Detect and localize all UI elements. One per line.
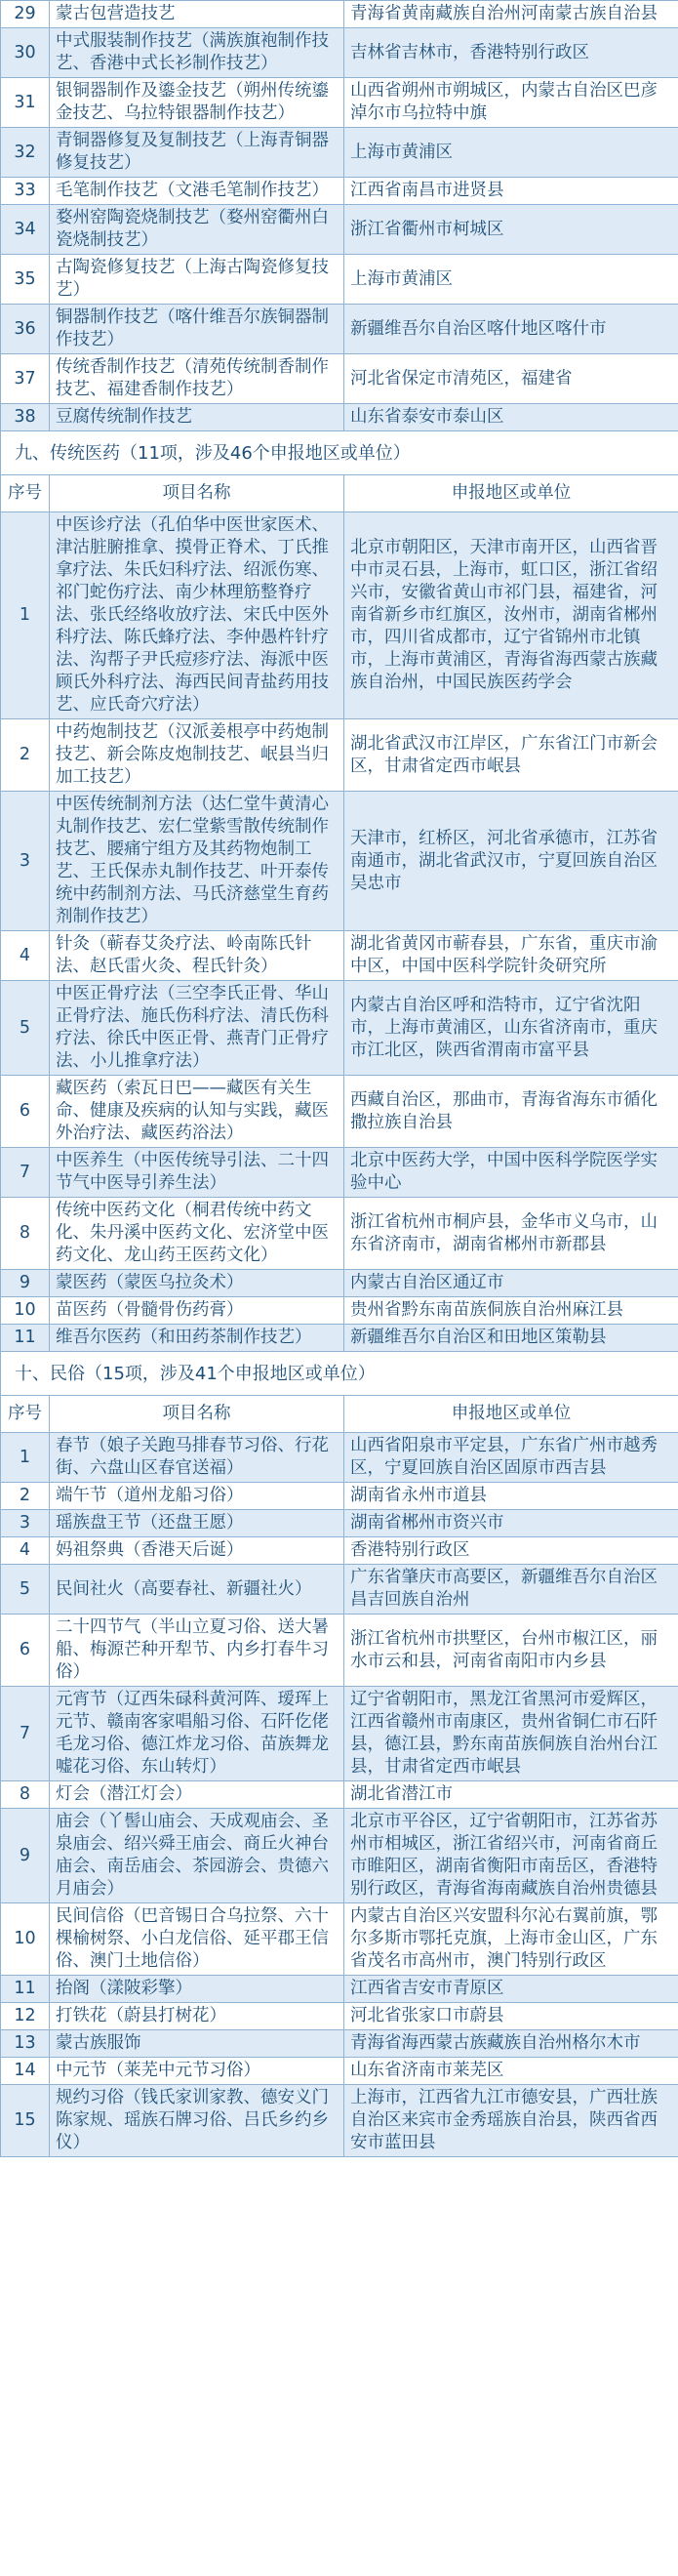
table-row xyxy=(1,1483,678,1510)
item-name: 民间信俗（巴音锡日合乌拉祭、六十棵榆树祭、小白龙信俗、延平郡王信俗、澳门土地信俗） xyxy=(50,1903,344,1976)
table-row xyxy=(1,205,678,255)
region-name: 山西省阳泉市平定县，广东省广州市越秀区，宁夏回族自治区固原市西吉县 xyxy=(344,1433,678,1483)
col-header-no: 序号 xyxy=(1,475,50,512)
region-name: 浙江省衢州市柯城区 xyxy=(344,205,678,255)
row-number: 3 xyxy=(1,1510,50,1537)
table-row xyxy=(1,1148,678,1198)
row-number: 7 xyxy=(1,1148,50,1198)
region-name: 上海市黄浦区 xyxy=(344,255,678,305)
region-name: 西藏自治区，那曲市，青海省海东市循化撒拉族自治县 xyxy=(344,1076,678,1148)
row-number: 37 xyxy=(1,354,50,404)
table-row xyxy=(1,1325,678,1352)
section-folklore xyxy=(1,1352,678,1433)
row-number: 3 xyxy=(1,792,50,931)
table-row xyxy=(1,305,678,354)
row-number: 12 xyxy=(1,2003,50,2030)
table-row xyxy=(1,28,678,78)
table-row xyxy=(1,1903,678,1976)
row-number: 4 xyxy=(1,1537,50,1565)
item-name: 传统香制作技艺（清苑传统制香制作技艺、福建香制作技艺） xyxy=(50,354,344,404)
region-name: 河北省保定市清苑区，福建省 xyxy=(344,354,678,404)
region-name: 青海省海西蒙古族藏族自治州格尔木市 xyxy=(344,2030,678,2058)
section-crafts-continued xyxy=(1,1,678,431)
region-name: 辽宁省朝阳市，黑龙江省黑河市爱辉区，江西省赣州市南康区，贵州省铜仁市石阡县，德江县，黔东南苗族侗族自治州台江县，甘肃省定西市岷县 xyxy=(344,1687,678,1781)
table-row xyxy=(1,1615,678,1687)
table-row xyxy=(1,2003,678,2030)
region-name: 香港特别行政区 xyxy=(344,1537,678,1565)
table-row xyxy=(1,1976,678,2003)
table-row xyxy=(1,2085,678,2157)
row-number: 8 xyxy=(1,1198,50,1270)
region-name: 内蒙古自治区呼和浩特市，辽宁省沈阳市，上海市黄浦区，山东省济南市，重庆市江北区，陕西省渭南市富平县 xyxy=(344,981,678,1076)
table-row xyxy=(1,931,678,981)
row-number: 29 xyxy=(1,1,50,28)
item-name: 庙会（丫髻山庙会、天成观庙会、圣泉庙会、绍兴舜王庙会、商丘火神台庙会、南岳庙会、茶园游会、贵德六月庙会） xyxy=(50,1809,344,1903)
row-number: 34 xyxy=(1,205,50,255)
table-row xyxy=(1,1687,678,1781)
region-name: 浙江省杭州市拱墅区，台州市椒江区，丽水市云和县，河南省南阳市内乡县 xyxy=(344,1615,678,1687)
row-number: 14 xyxy=(1,2058,50,2085)
item-name: 中医正骨疗法（三空李氏正骨、华山正骨疗法、施氏伤科疗法、清氏伤科疗法、徐氏中医正骨、燕青门正骨疗法、小儿推拿疗法） xyxy=(50,981,344,1076)
row-number: 35 xyxy=(1,255,50,305)
row-number: 38 xyxy=(1,404,50,431)
table-row xyxy=(1,1565,678,1615)
table-row xyxy=(1,354,678,404)
region-name: 吉林省吉林市，香港特别行政区 xyxy=(344,28,678,78)
row-number: 8 xyxy=(1,1781,50,1809)
region-name: 贵州省黔东南苗族侗族自治州麻江县 xyxy=(344,1297,678,1325)
item-name: 春节（娘子关跑马排春节习俗、行花街、六盘山区春官送福） xyxy=(50,1433,344,1483)
table-row xyxy=(1,178,678,205)
item-name: 中式服装制作技艺（满族旗袍制作技艺、香港中式长衫制作技艺） xyxy=(50,28,344,78)
row-number: 5 xyxy=(1,1565,50,1615)
col-header-region: 申报地区或单位 xyxy=(344,1396,678,1433)
table-row xyxy=(1,792,678,931)
item-name: 豆腐传统制作技艺 xyxy=(50,404,344,431)
item-name: 中医传统制剂方法（达仁堂牛黄清心丸制作技艺、宏仁堂紫雪散传统制作技艺、腰痛宁组方及其药物炮制工艺、王氏保赤丸制作技艺、叶开泰传统中药制剂方法、马氏济慈堂生育药剂制作技艺） xyxy=(50,792,344,931)
row-number: 32 xyxy=(1,128,50,178)
item-name: 二十四节气（半山立夏习俗、送大暑船、梅源芒种开犁节、内乡打春牛习俗） xyxy=(50,1615,344,1687)
region-name: 内蒙古自治区兴安盟科尔沁右翼前旗，鄂尔多斯市鄂托克旗，上海市金山区，广东省茂名市高州市，澳门特别行政区 xyxy=(344,1903,678,1976)
row-number: 10 xyxy=(1,1903,50,1976)
region-name: 湖北省潜江市 xyxy=(344,1781,678,1809)
row-number: 4 xyxy=(1,931,50,981)
table-row xyxy=(1,1433,678,1483)
region-name: 北京市平谷区，辽宁省朝阳市，江苏省苏州市相城区，浙江省绍兴市，河南省商丘市睢阳区，湖南省衡阳市南岳区，香港特别行政区，青海省海南藏族自治州贵德县 xyxy=(344,1809,678,1903)
item-name: 中医养生（中医传统导引法、二十四节气中医导引养生法） xyxy=(50,1148,344,1198)
item-name: 传统中医药文化（桐君传统中药文化、朱丹溪中医药文化、宏济堂中医药文化、龙山药王医药文化） xyxy=(50,1198,344,1270)
item-name: 瑶族盘王节（还盘王愿） xyxy=(50,1510,344,1537)
col-header-region: 申报地区或单位 xyxy=(344,475,678,512)
row-number: 31 xyxy=(1,78,50,128)
item-name: 中药炮制技艺（汉派姜根亭中药炮制技艺、新会陈皮炮制技艺、岷县当归加工技艺） xyxy=(50,719,344,792)
row-number: 2 xyxy=(1,1483,50,1510)
region-name: 浙江省杭州市桐庐县，金华市义乌市，山东省济南市，湖南省郴州市新郡县 xyxy=(344,1198,678,1270)
table-row xyxy=(1,1270,678,1297)
table-row xyxy=(1,2030,678,2058)
row-number: 10 xyxy=(1,1297,50,1325)
table-row xyxy=(1,1510,678,1537)
region-name: 天津市，红桥区，河北省承德市，江苏省南通市，湖北省武汉市，宁夏回族自治区吴忠市 xyxy=(344,792,678,931)
row-number: 6 xyxy=(1,1615,50,1687)
region-name: 北京市朝阳区，天津市南开区，山西省晋中市灵石县，上海市，虹口区，浙江省绍兴市，安徽省黄山市祁门县，福建省，河南省新乡市红旗区，汝州市，湖南省郴州市，四川省成都市，辽宁省锦州市北镇市，上海市黄浦区，青海省海西蒙古族藏族自治州，中国民族医药学会 xyxy=(344,512,678,719)
item-name: 青铜器修复及复制技艺（上海青铜器修复技艺） xyxy=(50,128,344,178)
table-row xyxy=(1,512,678,719)
item-name: 灯会（潜江灯会） xyxy=(50,1781,344,1809)
row-number: 9 xyxy=(1,1270,50,1297)
region-name: 山东省济南市莱芜区 xyxy=(344,2058,678,2085)
row-number: 11 xyxy=(1,1325,50,1352)
table-row xyxy=(1,1809,678,1903)
region-name: 湖南省郴州市资兴市 xyxy=(344,1510,678,1537)
item-name: 中医诊疗法（孔伯华中医世家医术、津沽脏腑推拿、摸骨正脊术、丁氏推拿疗法、朱氏妇科疗法、绍派伤寒、祁门蛇伤疗法、南少林理筋整脊疗法、张氏经络收放疗法、宋氏中医外科疗法、陈氏蜂疗法、李仲愚杵针疗法、沟帮子尹氏痘疹疗法、海派中医顾氏外科疗法、海西民间青盐药用技艺、应氏奇穴疗法） xyxy=(50,512,344,719)
table-row xyxy=(1,981,678,1076)
table-row xyxy=(1,404,678,431)
item-name: 维吾尔医药（和田药茶制作技艺） xyxy=(50,1325,344,1352)
region-name: 新疆维吾尔自治区喀什地区喀什市 xyxy=(344,305,678,354)
table-row xyxy=(1,1076,678,1148)
row-number: 15 xyxy=(1,2085,50,2157)
item-name: 抬阁（漾陂彩擎） xyxy=(50,1976,344,2003)
row-number: 5 xyxy=(1,981,50,1076)
item-name: 铜器制作技艺（喀什维吾尔族铜器制作技艺） xyxy=(50,305,344,354)
region-name: 湖北省武汉市江岸区，广东省江门市新会区，甘肃省定西市岷县 xyxy=(344,719,678,792)
table-row xyxy=(1,1537,678,1565)
item-name: 打铁花（蔚县打树花） xyxy=(50,2003,344,2030)
item-name: 蒙古族服饰 xyxy=(50,2030,344,2058)
row-number: 6 xyxy=(1,1076,50,1148)
table-row xyxy=(1,719,678,792)
item-name: 古陶瓷修复技艺（上海古陶瓷修复技艺） xyxy=(50,255,344,305)
table-row xyxy=(1,255,678,305)
rows-folklore xyxy=(1,1433,678,2157)
item-name: 端午节（道州龙船习俗） xyxy=(50,1483,344,1510)
table-row xyxy=(1,1,678,28)
table-row xyxy=(1,2058,678,2085)
item-name: 针灸（蕲春艾灸疗法、岭南陈氏针法、赵氏雷火灸、程氏针灸） xyxy=(50,931,344,981)
header-row xyxy=(1,475,678,512)
region-name: 上海市，江西省九江市德安县，广西壮族自治区来宾市金秀瑶族自治县，陕西省西安市蓝田县 xyxy=(344,2085,678,2157)
rows-medicine xyxy=(1,512,678,1352)
row-number: 7 xyxy=(1,1687,50,1781)
row-number: 33 xyxy=(1,178,50,205)
item-name: 规约习俗（钱氏家训家教、德安义门陈家规、瑶族石牌习俗、吕氏乡约乡仪） xyxy=(50,2085,344,2157)
region-name: 北京中医药大学，中国中医科学院医学实验中心 xyxy=(344,1148,678,1198)
item-name: 蒙古包营造技艺 xyxy=(50,1,344,28)
table-row xyxy=(1,78,678,128)
table-row xyxy=(1,1781,678,1809)
col-header-item: 项目名称 xyxy=(50,475,344,512)
region-name: 湖北省黄冈市蕲春县，广东省，重庆市渝中区，中国中医科学院针灸研究所 xyxy=(344,931,678,981)
row-number: 1 xyxy=(1,512,50,719)
item-name: 婺州窑陶瓷烧制技艺（婺州窑衢州白瓷烧制技艺） xyxy=(50,205,344,255)
region-name: 湖南省永州市道县 xyxy=(344,1483,678,1510)
row-number: 2 xyxy=(1,719,50,792)
table-row xyxy=(1,128,678,178)
region-name: 新疆维吾尔自治区和田地区策勒县 xyxy=(344,1325,678,1352)
row-number: 9 xyxy=(1,1809,50,1903)
table-row xyxy=(1,1198,678,1270)
header-row xyxy=(1,1396,678,1433)
item-name: 民间社火（高要春社、新疆社火） xyxy=(50,1565,344,1615)
region-name: 山东省泰安市泰山区 xyxy=(344,404,678,431)
item-name: 银铜器制作及鎏金技艺（朔州传统鎏金技艺、乌拉特银器制作技艺） xyxy=(50,78,344,128)
table-row xyxy=(1,1297,678,1325)
item-name: 中元节（莱芜中元节习俗） xyxy=(50,2058,344,2085)
region-name: 青海省黄南藏族自治州河南蒙古族自治县 xyxy=(344,1,678,28)
item-name: 妈祖祭典（香港天后诞） xyxy=(50,1537,344,1565)
item-name: 毛笔制作技艺（文港毛笔制作技艺） xyxy=(50,178,344,205)
row-number: 30 xyxy=(1,28,50,78)
item-name: 苗医药（骨髓骨伤药膏） xyxy=(50,1297,344,1325)
section-title-medicine: 九、传统医药（11项，涉及46个申报地区或单位） xyxy=(1,431,678,475)
section-title-folklore: 十、民俗（15项，涉及41个申报地区或单位） xyxy=(1,1352,678,1396)
row-number: 1 xyxy=(1,1433,50,1483)
row-number: 13 xyxy=(1,2030,50,2058)
region-name: 山西省朔州市朔城区，内蒙古自治区巴彦淖尔市乌拉特中旗 xyxy=(344,78,678,128)
row-number: 36 xyxy=(1,305,50,354)
col-header-no: 序号 xyxy=(1,1396,50,1433)
region-name: 河北省张家口市蔚县 xyxy=(344,2003,678,2030)
col-header-item: 项目名称 xyxy=(50,1396,344,1433)
item-name: 蒙医药（蒙医乌拉灸术） xyxy=(50,1270,344,1297)
region-name: 江西省吉安市青原区 xyxy=(344,1976,678,2003)
region-name: 江西省南昌市进贤县 xyxy=(344,178,678,205)
region-name: 广东省肇庆市高要区，新疆维吾尔自治区昌吉回族自治州 xyxy=(344,1565,678,1615)
region-name: 上海市黄浦区 xyxy=(344,128,678,178)
item-name: 元宵节（辽西朱碌科黄河阵、瑷珲上元节、赣南客家唱船习俗、石阡仡佬毛龙习俗、德江炸龙习俗、苗族舞龙嘘花习俗、东山转灯） xyxy=(50,1687,344,1781)
section-medicine xyxy=(1,431,678,512)
item-name: 藏医药（索瓦日巴——藏医有关生命、健康及疾病的认知与实践，藏医外治疗法、藏医药浴法） xyxy=(50,1076,344,1148)
row-number: 11 xyxy=(1,1976,50,2003)
region-name: 内蒙古自治区通辽市 xyxy=(344,1270,678,1297)
